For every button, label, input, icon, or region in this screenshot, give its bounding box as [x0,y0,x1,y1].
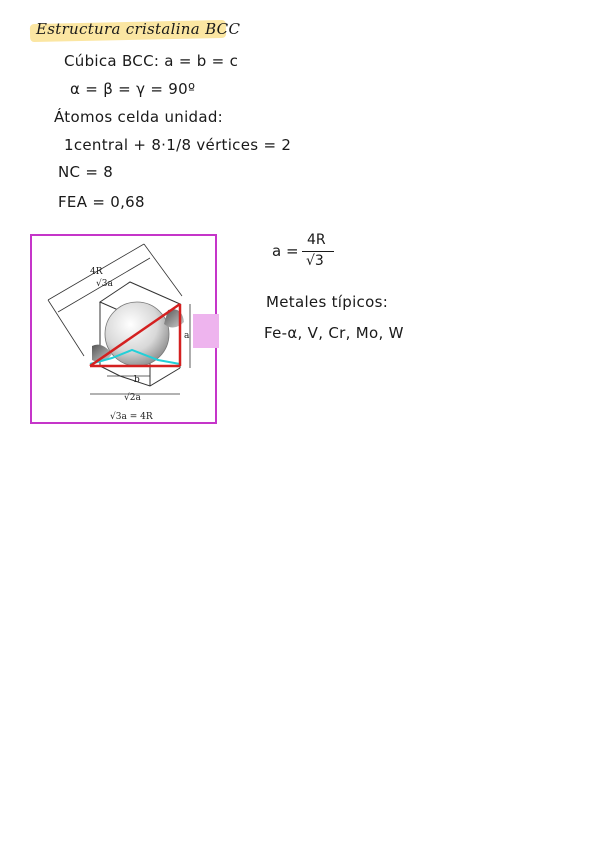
atoms-calc: 1central + 8·1/8 vértices = 2 [64,136,292,154]
atoms-heading: Átomos celda unidad: [54,108,224,126]
lattice-formula [272,232,342,272]
bcc-cube-diagram [32,236,219,426]
metals-heading: Metales típicos: [266,293,389,311]
label-4R: 4R [90,267,103,277]
page-title: Estructura cristalina BCC [36,20,241,38]
bcc-figure [30,234,217,424]
angles-line: α = β = γ = 90º [70,80,196,98]
dim-line-ext [144,244,182,296]
dim-line-ext [48,300,84,356]
fea-line: FEA = 0,68 [58,193,145,211]
cubic-line: Cúbica BCC: a = b = c [64,52,239,70]
pink-marker [193,314,219,348]
formula-denominator: √3 [306,253,324,269]
formula-lhs: a = [272,242,299,260]
label-b: b [134,375,140,385]
label-sqrt2a: √2a [124,393,141,403]
formula-numerator: 4R [307,232,326,248]
label-a: a [184,331,190,341]
nc-line: NC = 8 [58,163,114,181]
fraction-bar [302,251,334,252]
metals-list: Fe-α, V, Cr, Mo, W [264,324,404,342]
figure-caption: √3a = 4R [110,412,153,422]
label-sqrt3a: √3a [96,279,113,289]
